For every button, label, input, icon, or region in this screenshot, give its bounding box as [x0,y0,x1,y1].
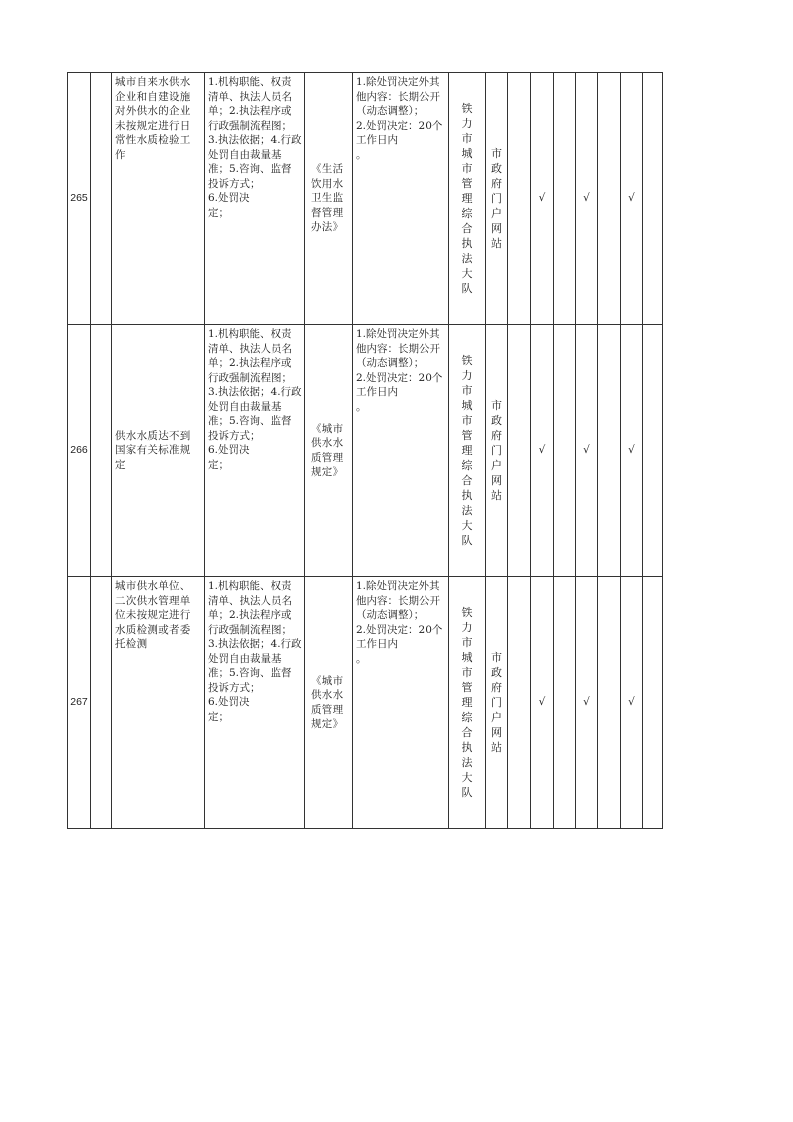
check-cell: √ [576,577,598,829]
check-cell [598,577,621,829]
disclosure-channel-text: 市政府门户网站 [491,398,502,502]
disclosure-timing: 1.除处罚决定外其他内容：长期公开 （动态调整）； 2.处罚决定：20个工作日内 。 [353,73,449,325]
blank-cell [91,577,112,829]
disclosure-channel-text: 市政府门户网站 [491,650,502,754]
blank-cell [91,73,112,325]
legal-basis: 《城市供水水质管理规定》 [305,577,353,829]
check-cell [598,325,621,577]
disclosure-subject [449,325,486,577]
disclosure-channel-text: 市政府门户网站 [491,146,502,250]
check-cell [508,73,531,325]
disclosure-table [67,72,663,829]
disclosure-channel [486,73,508,325]
table-row [68,73,663,325]
table-row [68,577,663,829]
row-number: 266 [68,325,91,577]
disclosure-subject [449,577,486,829]
check-cell [554,73,576,325]
check-cell [554,325,576,577]
check-cell: √ [576,325,598,577]
disclosure-channel [486,325,508,577]
check-cell: √ [531,577,554,829]
check-cell [643,577,663,829]
disclosure-subject-text: 铁力市城市管理综合执法大队 [461,353,473,547]
check-cell: √ [621,73,643,325]
row-number: 265 [68,73,91,325]
check-cell: √ [576,73,598,325]
disclosure-content: 1.机构职能、权责清单、执法人员名单；2.执法程序或行政强制流程图；3.执法依据；4.行政处罚自由裁量基准；5.咨询、监督投诉方式； 6.处罚决 定； [205,325,305,577]
legal-basis: 《生活饮用水卫生监督管理办法》 [305,73,353,325]
row-number: 267 [68,577,91,829]
disclosure-subject-text: 铁力市城市管理综合执法大队 [461,101,473,295]
check-cell: √ [531,325,554,577]
disclosure-item: 供水水质达不到国家有关标准规定 [112,325,205,577]
legal-basis: 《城市供水水质管理规定》 [305,325,353,577]
disclosure-timing: 1.除处罚决定外其他内容：长期公开 （动态调整）； 2.处罚决定：20个工作日内 。 [353,577,449,829]
disclosure-subject-text: 铁力市城市管理综合执法大队 [461,605,473,799]
check-cell: √ [621,577,643,829]
check-cell [554,577,576,829]
check-cell [643,325,663,577]
check-cell: √ [531,73,554,325]
check-cell [508,577,531,829]
disclosure-timing: 1.除处罚决定外其他内容：长期公开 （动态调整）； 2.处罚决定：20个工作日内 。 [353,325,449,577]
disclosure-channel [486,577,508,829]
disclosure-content: 1.机构职能、权责清单、执法人员名单；2.执法程序或行政强制流程图；3.执法依据；4.行政处罚自由裁量基准；5.咨询、监督投诉方式； 6.处罚决 定； [205,73,305,325]
table-row [68,325,663,577]
disclosure-subject [449,73,486,325]
blank-cell [91,325,112,577]
disclosure-content: 1.机构职能、权责清单、执法人员名单；2.执法程序或行政强制流程图；3.执法依据；4.行政处罚自由裁量基准；5.咨询、监督投诉方式； 6.处罚决 定； [205,577,305,829]
disclosure-item: 城市供水单位、二次供水管理单位未按规定进行水质检测或者委托检测 [112,577,205,829]
disclosure-item: 城市自来水供水企业和自建设施对外供水的企业未按规定进行日常性水质检验工作 [112,73,205,325]
check-cell [508,325,531,577]
check-cell [598,73,621,325]
check-cell: √ [621,325,643,577]
check-cell [643,73,663,325]
